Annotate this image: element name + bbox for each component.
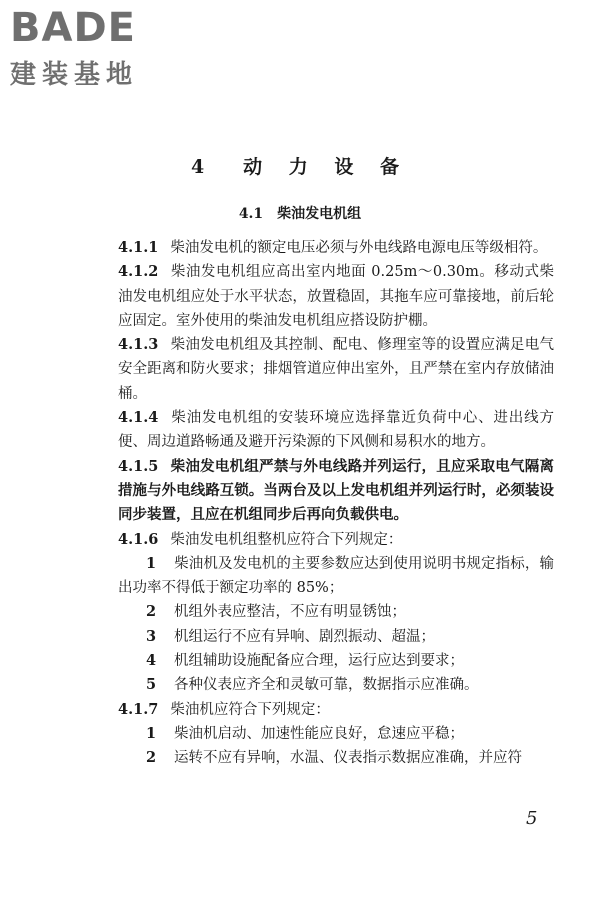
logo-subtitle: 建装基地 bbox=[10, 60, 139, 90]
clause-text: 柴油发电机组整机应符合下列规定： bbox=[170, 531, 403, 548]
item-number: 5 bbox=[146, 676, 157, 694]
clause-text: 柴油发电机组应高出室内地面 0.25m～0.30m。移动式柴油发电机组应处于水平状态，放置稳固，其拖车应可靠接地，前后轮应固定。室外使用的柴油发电机组应搭设防护棚。 bbox=[118, 264, 554, 329]
section-heading bbox=[0, 203, 600, 223]
item-number: 3 bbox=[146, 627, 157, 645]
clause-text: 柴油发电机的额定电压必须与外电线路电源电压等级相符。 bbox=[170, 240, 548, 256]
list-item bbox=[118, 649, 554, 673]
clause-number: 4.1.4 bbox=[118, 409, 159, 427]
list-item bbox=[118, 600, 554, 624]
clause-number: 4.1.2 bbox=[118, 263, 159, 281]
item-text: 机组辅助设施配备应合理，运行应达到要求； bbox=[174, 653, 464, 670]
clause-number: 4.1.1 bbox=[118, 239, 159, 256]
item-number: 4 bbox=[146, 652, 157, 670]
clause-4-1-1 bbox=[118, 236, 554, 260]
item-number: 1 bbox=[146, 554, 157, 572]
section-title: 柴油发电机组 bbox=[277, 206, 362, 222]
item-number: 2 bbox=[146, 603, 157, 621]
item-text: 柴油机及发电机的主要参数应达到使用说明书规定指标，输出功率不得低于额定功率的 85%； bbox=[118, 555, 554, 597]
clause-text: 柴油发电机组的安装环境应选择靠近负荷中心、进出线方便、周边道路畅通及避开污染源的下风侧和易积水的地方。 bbox=[118, 410, 554, 451]
item-number: 2 bbox=[146, 749, 157, 767]
list-item bbox=[118, 673, 554, 697]
publisher-logo bbox=[10, 6, 180, 91]
list-item bbox=[118, 552, 554, 601]
section-number: 4.1 bbox=[238, 206, 264, 222]
clause-number: 4.1.3 bbox=[118, 336, 159, 354]
clause-text: 柴油发电机组及其控制、配电、修理室等的设置应满足电气安全距离和防火要求；排烟管道应伸出室外，且严禁在室内存放储油桶。 bbox=[118, 337, 554, 402]
item-text: 各种仪表应齐全和灵敏可靠，数据指示应准确。 bbox=[174, 677, 479, 694]
clause-text: 柴油发电机组严禁与外电线路并列运行，且应采取电气隔离措施与外电线路互锁。当两台及以上发电机组并列运行时，必须装设同步装置，且应在机组同步后再向负载供电。 bbox=[118, 457, 554, 524]
body-text bbox=[118, 236, 554, 771]
chapter-title: 4 动 力 设 备 bbox=[190, 156, 410, 178]
clause-number: 4.1.7 bbox=[118, 700, 159, 718]
clause-text: 柴油机应符合下列规定： bbox=[170, 701, 330, 718]
item-text: 柴油机启动、加速性能应良好，怠速应平稳； bbox=[174, 725, 464, 742]
list-item bbox=[118, 722, 554, 746]
item-text: 机组运行不应有异响、剧烈振动、超温； bbox=[174, 628, 435, 645]
clause-number: 4.1.6 bbox=[118, 530, 159, 548]
clause-4-1-2 bbox=[118, 260, 554, 333]
clause-4-1-5 bbox=[118, 455, 554, 528]
item-text: 运转不应有异响，水温、仪表指示数据应准确，并应符 bbox=[174, 750, 522, 767]
clause-4-1-3 bbox=[118, 333, 554, 406]
clause-4-1-6 bbox=[118, 528, 554, 552]
clause-4-1-4 bbox=[118, 406, 554, 455]
item-text: 机组外表应整洁，不应有明显锈蚀； bbox=[174, 604, 406, 621]
page-number: 5 bbox=[526, 808, 538, 829]
clause-4-1-7 bbox=[118, 698, 554, 722]
list-item bbox=[118, 746, 554, 770]
logo-wordmark: BADE bbox=[10, 5, 136, 51]
item-number: 1 bbox=[146, 724, 157, 742]
clause-number: 4.1.5 bbox=[118, 457, 159, 475]
list-item bbox=[118, 625, 554, 649]
